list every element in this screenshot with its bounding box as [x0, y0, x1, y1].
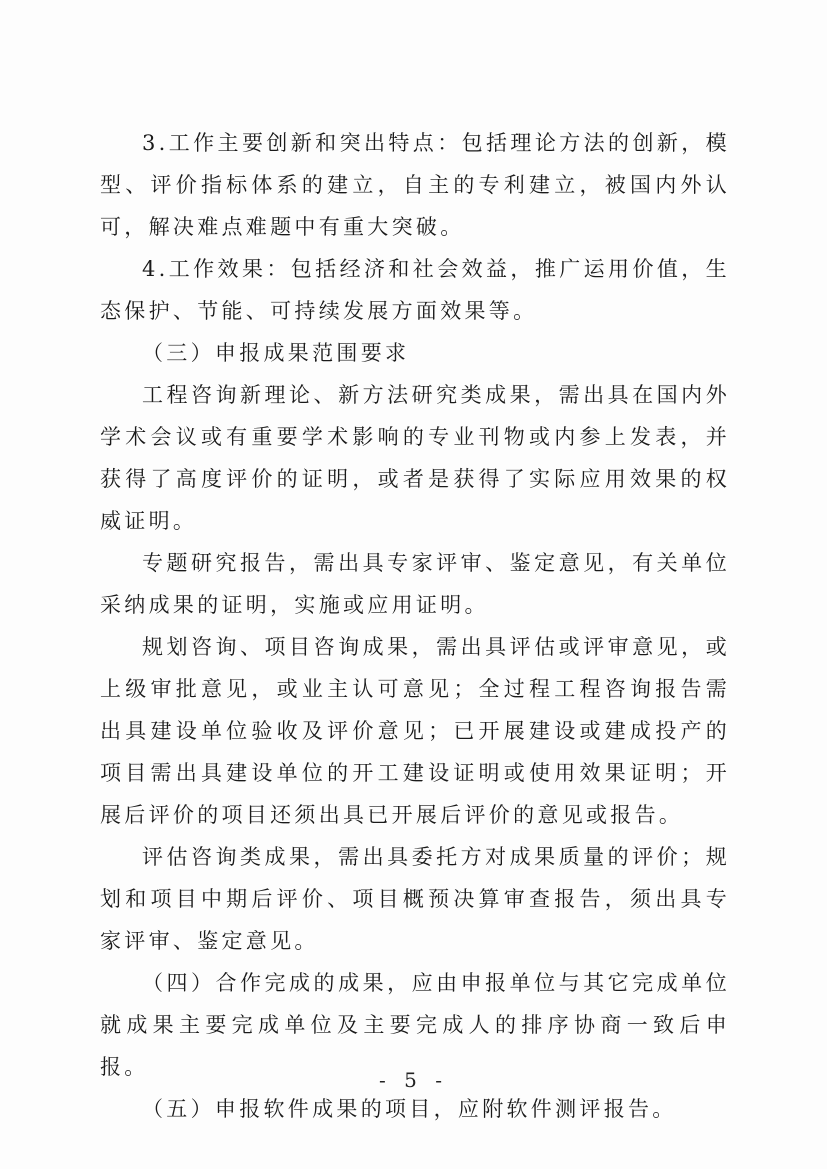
paragraph-effect: 4.工作效果：包括经济和社会效益，推广运用价值，生态保护、节能、可持续发展方面效果等。	[100, 257, 730, 323]
paragraph-innovation: 3.工作主要创新和突出特点：包括理论方法的创新，模型、评价指标体系的建立，自主的专利建立，被国内外认可，解决难点难题中有重大突破。	[100, 131, 730, 239]
paragraph-planning-consulting: 规划咨询、项目咨询成果，需出具评估或评审意见，或上级审批意见，或业主认可意见；全过程工程咨询报告需出具建设单位验收及评价意见；已开展建设或建成投产的项目需出具建设单位的开工建设证明或使用效果证明；开展后评价的项目还须出具已开展后评价的意见或报告。	[100, 635, 730, 827]
paragraph-new-theory: 工程咨询新理论、新方法研究类成果，需出具在国内外学术会议或有重要学术影响的专业刊物或内参上发表，并获得了高度评价的证明，或者是获得了实际应用效果的权威证明。	[100, 383, 730, 533]
section-heading-scope: （三）申报成果范围要求	[142, 341, 410, 365]
paragraph-cooperation: （四）合作完成的成果，应由申报单位与其它完成单位就成果主要完成单位及主要完成人的排序协商一致后申报。	[100, 971, 730, 1079]
paragraph-special-report: 专题研究报告，需出具专家评审、鉴定意见，有关单位采纳成果的证明，实施或应用证明。	[100, 551, 730, 617]
paragraph-evaluation-consulting: 评估咨询类成果，需出具委托方对成果质量的评价；规划和项目中期后评价、项目概预决算审查报告，须出具专家评审、鉴定意见。	[100, 845, 730, 953]
document-body	[100, 122, 730, 1130]
paragraph-software: （五）申报软件成果的项目，应附软件测评报告。	[142, 1097, 677, 1121]
page-number: - 5 -	[379, 1068, 448, 1092]
